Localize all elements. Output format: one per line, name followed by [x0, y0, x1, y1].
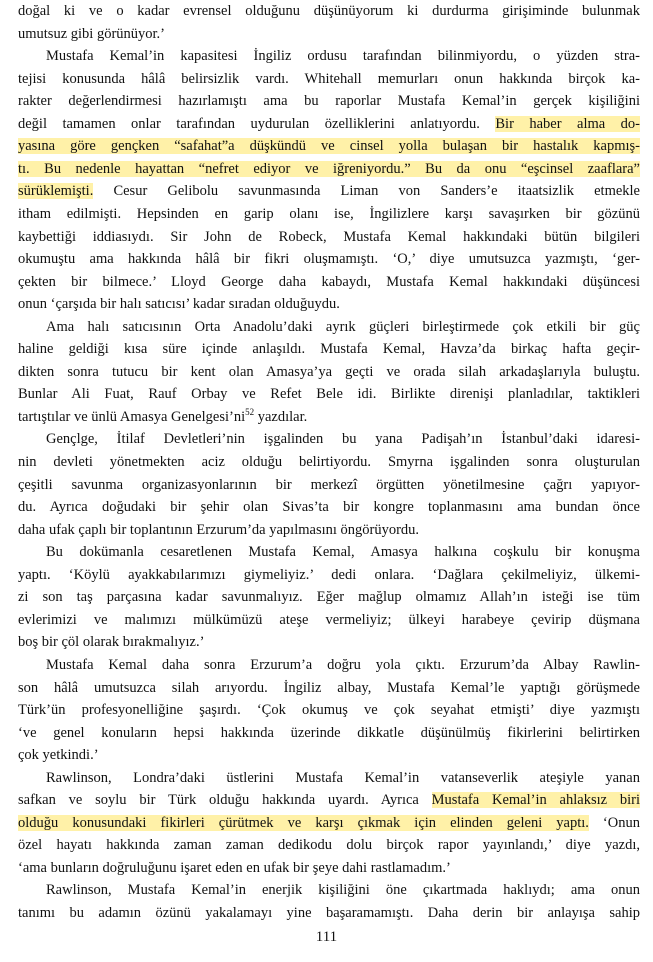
text-line — [18, 182, 640, 202]
line-text: Bu dokümanla cesaretlenen Mustafa Kemal, Amasya halkına coşkulu bir konuşma — [46, 544, 640, 561]
text-line — [18, 724, 640, 744]
text-line — [18, 273, 640, 293]
line-text: Cesur Gelibolu savunmasında Liman von Sanders’e itaatsizlik etmekle — [93, 183, 640, 200]
text-line — [18, 904, 640, 924]
text-line — [18, 2, 640, 22]
text-line — [18, 791, 640, 811]
line-text: çekten bir bilmece.’ Lloyd George daha kabaydı, Mustafa Kemal hakkındaki düşüncesi — [18, 273, 640, 290]
line-text: du. Ayrıca doğudaki bir şehir olan Sivas’ta bir kongre toplanmasını ama bundan önce — [18, 499, 640, 516]
line-text: son hâlâ umutsuzca silah arıyordu. İngiliz albay, Mustafa Kemal’le yaptığı görüşmede — [18, 679, 640, 696]
line-text: yazdılar. — [254, 408, 308, 425]
line-text: Bunlar Ali Fuat, Rauf Orbay ve Refet Bele idi. Birlikte direnişi planladılar, taktikleri — [18, 386, 640, 403]
text-line — [18, 498, 640, 518]
text-line — [18, 205, 640, 225]
text-line — [18, 836, 640, 856]
text-line — [18, 160, 640, 180]
text-line — [18, 25, 640, 45]
line-text: itham edilmişti. Hepsinden en garip olanı ise, İngilizlere karşı savaşırken bir gözünü — [18, 205, 640, 222]
line-text: yaptı. ‘Köylü ayakkabılarımızı giymeliyiz.’ dedi onlara. ‘Dağlara çekilmeliyiz, ülkemi- — [18, 566, 640, 583]
line-text: Gençlge, İtilaf Devletleri’nin işgalinden bu yana Padişah’ın İstanbul’daki idaresi- — [46, 431, 640, 448]
highlighted-text: sürüklemişti. — [18, 183, 94, 200]
text-line — [18, 115, 640, 135]
text-line — [18, 430, 640, 450]
line-text: dikten sonra tutucu bir kent olan Amasya’ya geçti ve orada silah arkadaşlarıyla buluştu. — [18, 363, 640, 380]
text-line — [18, 92, 640, 112]
highlighted-text: Bir haber alma do- — [495, 115, 640, 132]
line-text: daha ufak çaplı bir toplantının Erzurum’da yapılmasını öngörüyordu. — [18, 521, 420, 538]
text-line — [18, 385, 640, 405]
line-text: tejisi konusunda hâlâ belirsizlik vardı. Whitehall memurları onun hakkında birçok ka- — [18, 70, 640, 87]
line-text: onun ‘çarşıda bir halı satıcısı’ kadar sıradan olduğuydu. — [18, 296, 340, 313]
text-line — [18, 295, 640, 315]
line-text: nin devleti yönetmekten aciz olduğu belirtiyordu. Smyrna işgalinden sonra oluşturulan — [18, 454, 640, 470]
highlighted-text: Mustafa Kemal’in ahlaksız biri — [431, 792, 640, 809]
text-line — [18, 228, 640, 248]
text-line — [18, 137, 640, 157]
highlighted-text: yasına göre gençken “safahat”a düşkündü ve cinsel yolla bulaşan bir hastalık kapmış- — [18, 138, 640, 155]
line-text: Rawlinson, Londra’daki üstlerini Mustafa Kemal’in vatanseverlik ateşiyle yanan — [46, 769, 640, 786]
line-text: zi son taş parçasına kadar savunmalıyız. Eğer mağlup olmamız Allah’ın isteği ise tüm — [18, 589, 640, 606]
text-line — [18, 881, 640, 901]
text-line — [18, 408, 640, 428]
line-text: kaybettiği iddiasıydı. Sir John de Robeck, Mustafa Kemal hakkındaki bütün bilgileri — [18, 228, 640, 245]
line-text: safkan ve soylu bir Türk olduğu hakkında uyardı. Ayrıca — [18, 792, 432, 809]
text-line — [18, 814, 640, 834]
text-line — [18, 701, 640, 721]
text-line — [18, 47, 640, 67]
text-line — [18, 340, 640, 360]
line-text: değil tamamen onlar tarafından uydurulan özelliklerini anlatıyordu. — [18, 115, 496, 132]
text-line — [18, 611, 640, 631]
line-text: çeşitli savunma organizasyonlarının bir merkezî örgütten yönetilmesine çağrı yapıyor- — [18, 476, 640, 493]
text-line — [18, 521, 640, 541]
line-text: çok yetkindi.’ — [18, 747, 99, 764]
line-text: umutsuz gibi görünüyor.’ — [18, 25, 166, 42]
text-line — [18, 769, 640, 789]
line-text: doğal ki ve o kadar evrensel olduğunu düşünüyorum ki durdurma girişiminde bulunmak — [18, 3, 640, 19]
text-line — [18, 656, 640, 676]
footnote-ref: 52 — [245, 407, 255, 418]
text-line — [18, 70, 640, 90]
line-text: okumuştu ama hakkında hâlâ bir fikri oluşmamıştı. ‘O,’ diye umutsuzca yazmıştı, ‘ger- — [18, 251, 640, 268]
text-line — [18, 633, 640, 653]
line-text: tartıştılar ve ünlü Amasya Genelgesi’ni — [18, 408, 246, 425]
text-line — [18, 746, 640, 766]
line-text: Rawlinson, Mustafa Kemal’in enerjik kişiliğini öne çıkartmada haklıydı; ama onun — [46, 882, 640, 899]
line-text: Ama halı satıcısının Orta Anadolu’daki ayrık güçleri birleştirmede çok etkili bir güç — [46, 318, 640, 335]
text-line — [18, 543, 640, 563]
line-text: Mustafa Kemal daha sonra Erzurum’a doğru yola çıktı. Erzurum’da Albay Rawlin- — [46, 656, 640, 673]
line-text: ‘ve genel konuların hepsi hakkında üzerinde dikkatle düşünülmüş fikirlerini belirtirken — [18, 724, 640, 741]
text-line — [18, 566, 640, 586]
text-line — [18, 453, 640, 473]
line-text: ‘ama bunların doğruluğunu işaret eden en ufak bir şeye dahi rastlamadım.’ — [18, 859, 451, 876]
text-line — [18, 476, 640, 496]
text-line — [18, 588, 640, 608]
line-text: rakter değerlendirmesi hazırlamıştı ama bu raporlar Mustafa Kemal’in gerçek kişiliğini — [18, 93, 640, 110]
line-text: Türk’ün profesyonelliğine şaşırdı. ‘Çok okumuş ve çok seyahat etmişti’ diye yazmıştı — [18, 702, 640, 719]
line-text: evlerimizi ve malımızı mülkümüzü ateşe vermeliyiz; ülkeyi harabeye çevirip düşmana — [18, 611, 640, 628]
text-line — [18, 363, 640, 383]
text-line — [18, 679, 640, 699]
line-text: haline geldiği kısa süre içinde anlaşıldı. Mustafa Kemal, Havza’da birkaç hafta geçir- — [18, 341, 640, 358]
page-number: 111 — [315, 929, 338, 945]
text-line — [18, 318, 640, 338]
line-text: ‘Onun — [588, 814, 640, 831]
line-text: boş bir çöl olarak bırakmalıyız.’ — [18, 634, 205, 651]
line-text: özel hayatı hakkında zaman zaman dedikodu dolu birçok rapor yayınlandı,’ diye yazdı, — [18, 837, 640, 854]
line-text: tanımı bu adamın özünü yakalamayı yine başaramamıştı. Daha derin bir anlayışa sahip — [18, 905, 640, 921]
line-text: Mustafa Kemal’in kapasitesi İngiliz ordusu tarafından bilinmiyordu, o yüzden stra- — [46, 48, 640, 65]
highlighted-text: tı. Bu nedenle hayattan “nefret ediyor ve iğreniyordu.” Bu da onu “eşcinsel zaaflara” — [18, 160, 640, 177]
text-line — [18, 250, 640, 270]
highlighted-text: olduğu konusundaki fikirleri çürütmek ve karşı çıkmak için elinden geleni yaptı. — [18, 814, 589, 831]
text-line — [18, 859, 640, 879]
